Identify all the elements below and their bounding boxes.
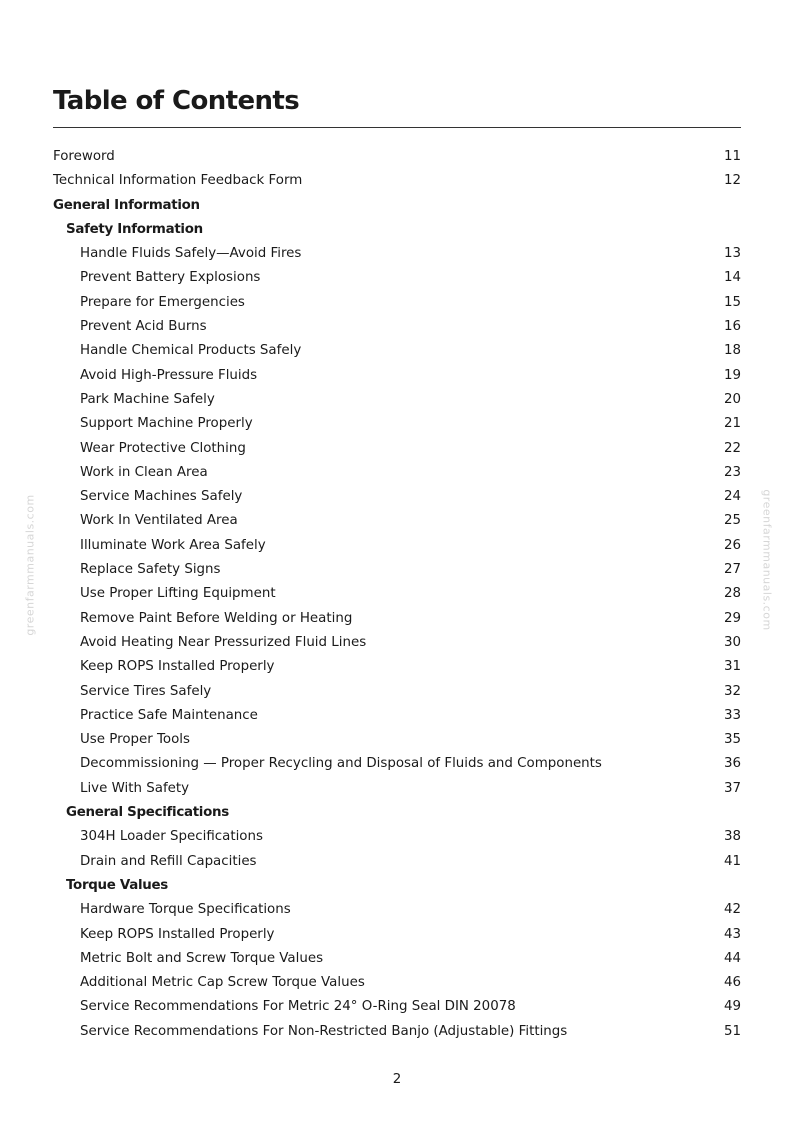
toc-entry-title: Replace Safety Signs (80, 562, 221, 578)
toc-entry-title: Service Recommendations For Non-Restricted Banjo (Adjustable) Fittings (80, 1023, 568, 1039)
toc-entry-title: General Information (53, 197, 200, 213)
toc-entry-title: Use Proper Lifting Equipment (80, 586, 276, 602)
toc-entry-page: 25 (723, 513, 741, 529)
toc-entry-page: 29 (723, 610, 741, 626)
toc-entry[interactable] (53, 850, 741, 874)
toc-entry-page: 35 (723, 732, 741, 748)
toc-entry[interactable] (53, 364, 741, 388)
toc-entry-page: 15 (723, 294, 741, 310)
toc-entry[interactable] (53, 582, 741, 606)
toc-entry-page: 43 (723, 926, 741, 942)
toc-entry[interactable] (53, 485, 741, 509)
toc-entry-page: 24 (723, 489, 741, 505)
toc-entry-title: Additional Metric Cap Screw Torque Values (80, 975, 365, 991)
toc-entry-title: Avoid Heating Near Pressurized Fluid Lines (80, 634, 367, 650)
toc-entry[interactable] (53, 947, 741, 971)
toc-entry-title: Handle Fluids Safely—Avoid Fires (80, 246, 302, 262)
toc-entry[interactable] (53, 558, 741, 582)
toc-entry-title: Torque Values (66, 877, 168, 893)
toc-entry-page: 38 (723, 829, 741, 845)
toc-entry[interactable] (53, 242, 741, 266)
toc-entry-page: 14 (723, 270, 741, 286)
toc-entry-title: Use Proper Tools (80, 732, 191, 748)
toc-entry-page: 33 (723, 707, 741, 723)
toc-entry-title: Remove Paint Before Welding or Heating (80, 610, 353, 626)
toc-entry-title: Prevent Battery Explosions (80, 270, 261, 286)
toc-entry[interactable] (53, 437, 741, 461)
watermark-left: greenfarmmanuals.com (23, 494, 37, 636)
toc-entry-page: 41 (723, 853, 741, 869)
toc-entry[interactable] (53, 1020, 741, 1044)
toc-entry-page: 32 (723, 683, 741, 699)
toc-entry-title: Safety Information (66, 221, 203, 237)
toc-entry[interactable] (53, 728, 741, 752)
toc-entry[interactable] (53, 509, 741, 533)
toc-entry-title: Practice Safe Maintenance (80, 707, 258, 723)
toc-entry-page: 13 (723, 246, 741, 262)
toc-entry-title: Prepare for Emergencies (80, 294, 245, 310)
toc-entry-title: Live With Safety (80, 780, 190, 796)
toc-entry-page: 22 (723, 440, 741, 456)
toc-entry-title: Support Machine Properly (80, 416, 253, 432)
toc-entry[interactable] (53, 145, 741, 169)
toc-entry[interactable] (53, 388, 741, 412)
toc-section-heading[interactable] (53, 801, 741, 825)
toc-entry-page: 37 (723, 780, 741, 796)
page-title: Table of Contents (53, 86, 300, 116)
toc-entry-title: Keep ROPS Installed Properly (80, 926, 275, 942)
toc-entry-page: 31 (723, 659, 741, 675)
toc-entry-title: Work in Clean Area (80, 464, 208, 480)
toc-entry[interactable] (53, 898, 741, 922)
toc-entry-title: Decommissioning — Proper Recycling and Disposal of Fluids and Components (80, 756, 602, 772)
toc-entry[interactable] (53, 995, 741, 1019)
toc-entry[interactable] (53, 315, 741, 339)
toc-entry-page: 28 (723, 586, 741, 602)
toc-entry-page: 16 (723, 319, 741, 335)
toc-entry-page: 42 (723, 902, 741, 918)
toc-entry-title: Work In Ventilated Area (80, 513, 238, 529)
toc-entry-title: Service Tires Safely (80, 683, 212, 699)
toc-entry[interactable] (53, 680, 741, 704)
title-divider (53, 127, 741, 128)
toc-entry-title: Keep ROPS Installed Properly (80, 659, 275, 675)
toc-entry-title: Technical Information Feedback Form (53, 173, 303, 189)
toc-entry-title: General Specifications (66, 805, 229, 821)
toc-entry-page: 21 (723, 416, 741, 432)
toc-entry-title: Hardware Torque Specifications (80, 902, 291, 918)
toc-entry-page: 27 (723, 562, 741, 578)
toc-entry-page: 12 (723, 173, 741, 189)
toc-entry[interactable] (53, 169, 741, 193)
toc-entry[interactable] (53, 655, 741, 679)
toc-entry[interactable] (53, 339, 741, 363)
toc-entry-title: Metric Bolt and Screw Torque Values (80, 950, 324, 966)
toc-entry[interactable] (53, 461, 741, 485)
toc-entry[interactable] (53, 704, 741, 728)
toc-entry-page: 11 (723, 149, 741, 164)
watermark-right: greenfarmmanuals.com (760, 489, 774, 631)
toc-entry[interactable] (53, 631, 741, 655)
toc-entry[interactable] (53, 534, 741, 558)
toc-list (53, 145, 741, 1044)
toc-entry[interactable] (53, 607, 741, 631)
toc-section-heading[interactable] (53, 194, 741, 218)
toc-entry-title: Wear Protective Clothing (80, 440, 246, 456)
toc-section-heading[interactable] (53, 874, 741, 898)
toc-entry-page: 36 (723, 756, 741, 772)
toc-entry[interactable] (53, 752, 741, 776)
toc-entry[interactable] (53, 777, 741, 801)
toc-entry-title: Avoid High-Pressure Fluids (80, 367, 258, 383)
toc-entry-page: 19 (723, 367, 741, 383)
toc-entry-page: 30 (723, 634, 741, 650)
toc-entry-page: 18 (723, 343, 741, 359)
toc-entry[interactable] (53, 825, 741, 849)
toc-entry-title: Foreword (53, 149, 115, 164)
toc-entry[interactable] (53, 971, 741, 995)
toc-entry-title: 304H Loader Specifications (80, 829, 263, 845)
toc-entry-page: 49 (723, 999, 741, 1015)
toc-entry-title: Service Machines Safely (80, 489, 243, 505)
page-number: 2 (392, 1072, 402, 1087)
toc-section-heading[interactable] (53, 218, 741, 242)
toc-entry-page: 51 (723, 1023, 741, 1039)
toc-entry-title: Illuminate Work Area Safely (80, 537, 266, 553)
toc-entry-title: Prevent Acid Burns (80, 319, 207, 335)
toc-entry[interactable] (53, 412, 741, 436)
toc-entry-page: 44 (723, 950, 741, 966)
toc-entry-page: 20 (723, 391, 741, 407)
toc-entry[interactable] (53, 266, 741, 290)
toc-entry-title: Park Machine Safely (80, 391, 215, 407)
toc-entry-title: Service Recommendations For Metric 24° O-Ring Seal DIN 20078 (80, 999, 516, 1015)
toc-entry-title: Handle Chemical Products Safely (80, 343, 302, 359)
toc-entry[interactable] (53, 923, 741, 947)
toc-entry-page: 26 (723, 537, 741, 553)
toc-entry-title: Drain and Refill Capacities (80, 853, 257, 869)
toc-entry-page: 46 (723, 975, 741, 991)
toc-entry-page: 23 (723, 464, 741, 480)
toc-entry[interactable] (53, 291, 741, 315)
